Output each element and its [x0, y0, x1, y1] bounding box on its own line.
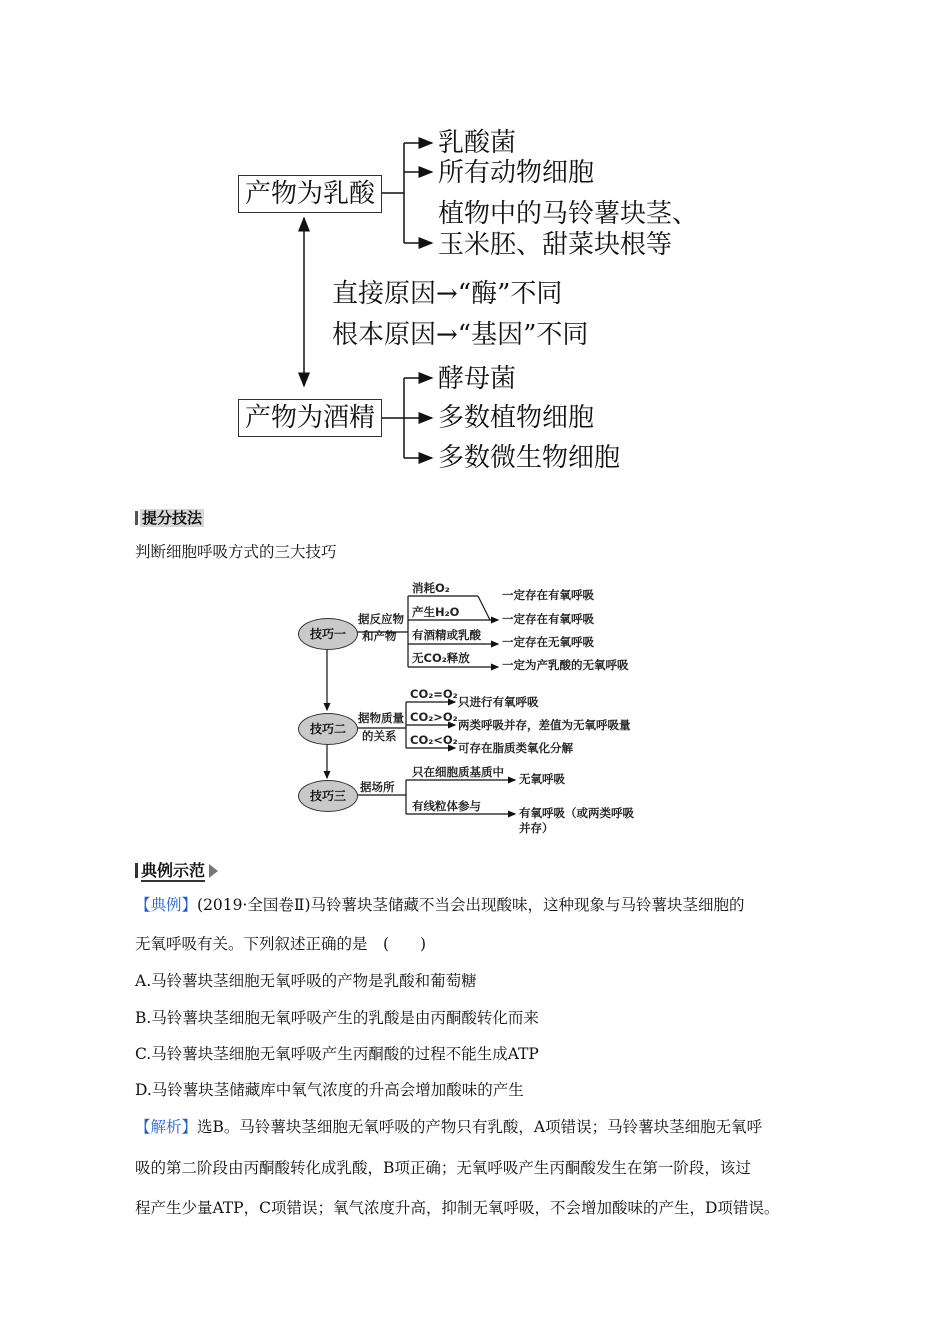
tip3-oval: 技巧三 [298, 780, 358, 812]
header-bar-icon [135, 511, 138, 525]
tip2-cond: CO₂<O₂ [410, 733, 458, 747]
tip3-cond: 有线粒体参与 [412, 799, 481, 813]
option-b: B.马铃薯块茎细胞无氧呼吸产生的乳酸是由丙酮酸转化而来 [135, 1009, 539, 1027]
analysis-line: 程产生少量ATP，C项错误；氧气浓度升高，抑制无氧呼吸，不会增加酸味的产生，D项错误。 [135, 1199, 780, 1217]
tip2-oval: 技巧二 [298, 713, 358, 745]
tip1-basis: 据反应物 [358, 612, 404, 626]
tip2-result: 两类呼吸并存，差值为无氧呼吸量 [458, 718, 631, 732]
question-line: 【典例】(2019·全国卷Ⅱ)马铃薯块茎储藏不当会出现酸味，这种现象与马铃薯块茎细胞的 [135, 896, 745, 914]
example-tag: 【典例】 [135, 896, 198, 914]
tips-title: 判断细胞呼吸方式的三大技巧 [135, 543, 337, 561]
example-section-header: 典例示范 [135, 858, 218, 881]
option-a: A.马铃薯块茎细胞无氧呼吸的产物是乳酸和葡萄糖 [135, 972, 477, 990]
option-c: C.马铃薯块茎细胞无氧呼吸产生丙酮酸的过程不能生成ATP [135, 1045, 539, 1063]
tip1-cond: 无CO₂释放 [412, 651, 470, 665]
analysis-tag: 【解析】 [135, 1118, 198, 1136]
alcohol-item: 多数微生物细胞 [438, 443, 621, 473]
three-tips-diagram [290, 572, 670, 842]
tip1-result: 一定存在有氧呼吸 [502, 612, 594, 626]
tip1-cond: 有酒精或乳酸 [412, 628, 481, 642]
lactic-item: 玉米胚、甜菜块根等 [438, 230, 673, 260]
header-bar-icon [135, 863, 138, 878]
tips-section-header: 提分技法 [135, 507, 204, 528]
tip3-result: 有氧呼吸（或两类呼吸 [519, 806, 634, 820]
tip2-cond: CO₂>O₂ [410, 710, 458, 724]
tip2-result: 可存在脂质类氧化分解 [458, 741, 573, 755]
lactic-item: 乳酸菌 [438, 128, 517, 158]
lactic-item: 植物中的马铃薯块茎、 [438, 199, 699, 229]
tip3-result: 并存） [519, 821, 554, 835]
root-cause: 根本原因→“基因”不同 [332, 320, 589, 350]
triangle-icon [209, 864, 218, 878]
anaerobic-products-diagram [0, 0, 950, 500]
alcohol-box: 产物为酒精 [238, 399, 382, 437]
tip1-basis: 和产物 [362, 629, 397, 643]
analysis-line: 【解析】选B。马铃薯块茎细胞无氧呼吸的产物只有乳酸，A项错误；马铃薯块茎细胞无氧呼 [135, 1118, 763, 1136]
direct-cause: 直接原因→“酶”不同 [332, 279, 563, 309]
tip3-basis: 据场所 [360, 780, 395, 794]
tip3-cond: 只在细胞质基质中 [412, 765, 504, 779]
option-d: D.马铃薯块茎储藏库中氧气浓度的升高会增加酸味的产生 [135, 1081, 524, 1099]
tip1-cond: 消耗O₂ [412, 581, 450, 595]
tip2-basis: 的关系 [362, 729, 397, 743]
tip1-oval: 技巧一 [298, 618, 358, 650]
question-line: 无氧呼吸有关。下列叙述正确的是 ( ) [135, 935, 427, 953]
tip2-basis: 据物质量 [358, 711, 404, 725]
tip1-result: 一定为产乳酸的无氧呼吸 [502, 658, 629, 672]
tip1-result: 一定存在无氧呼吸 [502, 635, 594, 649]
tip3-result: 无氧呼吸 [519, 772, 565, 786]
lactic-item: 所有动物细胞 [438, 158, 595, 188]
alcohol-item: 多数植物细胞 [438, 403, 595, 433]
tip1-result: 一定存在有氧呼吸 [502, 588, 594, 602]
tip1-cond: 产生H₂O [412, 605, 460, 619]
analysis-line: 吸的第二阶段由丙酮酸转化成乳酸，B项正确；无氧呼吸产生丙酮酸发生在第一阶段，该过 [135, 1159, 751, 1177]
lactic-acid-box: 产物为乳酸 [238, 175, 382, 213]
tip2-cond: CO₂=O₂ [410, 687, 458, 701]
tip2-result: 只进行有氧呼吸 [458, 695, 539, 709]
alcohol-item: 酵母菌 [438, 364, 517, 394]
